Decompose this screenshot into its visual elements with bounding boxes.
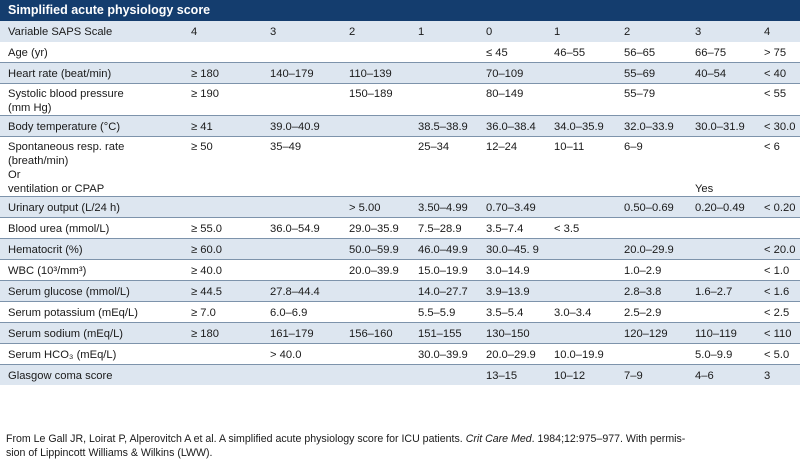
table-cell: ≥ 60.0 (183, 238, 262, 259)
table-cell: 3.5–7.4 (478, 217, 546, 238)
table-cell: 110–119 (687, 322, 756, 343)
table-cell: ≥ 180 (183, 62, 262, 83)
table-cell (341, 280, 410, 301)
table-cell: Yes (687, 136, 756, 196)
table-cell: < 5.0 (756, 343, 800, 364)
table-cell: 32.0–33.9 (616, 115, 687, 136)
table-cell: 70–109 (478, 62, 546, 83)
table-cell: 13–15 (478, 364, 546, 385)
table-cell: 7–9 (616, 364, 687, 385)
table-row (0, 196, 800, 217)
table-cell: < 40 (756, 62, 800, 83)
table-cell (410, 42, 478, 62)
table-cell: 6.0–6.9 (262, 301, 341, 322)
table-row (0, 83, 800, 115)
footnote-text: From Le Gall JR, Loirat P, Alperovitch A et al. A simplified acute physiology score for ICU patients. (6, 433, 466, 445)
table-row (0, 364, 800, 385)
table-cell: 56–65 (624, 47, 656, 59)
table-cell (341, 115, 410, 136)
table-cell: 151–155 (410, 322, 478, 343)
table-cell: 2.8–3.8 (616, 280, 687, 301)
saps-table (0, 21, 800, 385)
table-cell: 12–24 (478, 136, 546, 196)
row-label: WBC (10³/mm³) (0, 259, 183, 280)
table-cell (687, 83, 756, 115)
table-cell: < 6 (756, 136, 800, 196)
table-cell: 30.0–31.9 (687, 115, 756, 136)
table-cell (546, 238, 616, 259)
table-cell: < 0.20 (756, 196, 800, 217)
table-cell: 5.5–5.9 (410, 301, 478, 322)
table-cell: 39.0–40.9 (262, 115, 341, 136)
table-cell: 30.0–45. 9 (478, 238, 546, 259)
table-cell: ≥ 55.0 (183, 217, 262, 238)
row-label: Hematocrit (%) (0, 238, 183, 259)
table-cell: ≥ 40.0 (183, 259, 262, 280)
table-cell: 55–69 (616, 62, 687, 83)
table-cell (183, 42, 262, 62)
table-cell: < 1.6 (756, 280, 800, 301)
table-cell (341, 364, 410, 385)
header-cell: 1 (546, 21, 616, 42)
table-cell (262, 238, 341, 259)
table-cell: ≥ 41 (183, 115, 262, 136)
table-cell: 38.5–38.9 (410, 115, 478, 136)
table-cell: < 1.0 (756, 259, 800, 280)
table-cell: 3.0–3.4 (546, 301, 616, 322)
table-cell (687, 238, 756, 259)
table-cell (616, 217, 687, 238)
row-label: Body temperature (°C) (0, 115, 183, 136)
table-cell (341, 136, 410, 196)
table-cell: 150–189 (341, 83, 410, 115)
table-cell: 2.5–2.9 (616, 301, 687, 322)
table-cell (183, 196, 262, 217)
row-label: Serum glucose (mmol/L) (0, 280, 183, 301)
table-cell (262, 196, 341, 217)
table-row (0, 62, 800, 83)
table-cell: < 3.5 (546, 217, 616, 238)
table-cell: 3 (756, 364, 800, 385)
table-cell: 1.0–2.9 (616, 259, 687, 280)
footnote-journal: Crit Care Med (465, 433, 532, 445)
row-label: Age (yr) (8, 47, 48, 59)
table-cell: 36.0–54.9 (262, 217, 341, 238)
table-row (0, 217, 800, 238)
table-row (0, 322, 800, 343)
header-cell: Variable SAPS Scale (0, 21, 183, 42)
table-cell: 29.0–35.9 (341, 217, 410, 238)
table-cell (341, 343, 410, 364)
table-cell (687, 301, 756, 322)
table-cell: 0.20–0.49 (687, 196, 756, 217)
table-cell: < 20.0 (756, 238, 800, 259)
row-label: Serum sodium (mEq/L) (0, 322, 183, 343)
table-cell: < 55 (756, 83, 800, 115)
table-cell (616, 343, 687, 364)
header-cell: 2 (616, 21, 687, 42)
table-cell: 3.9–13.9 (478, 280, 546, 301)
table-row (0, 115, 800, 136)
table-cell: 130–150 (478, 322, 546, 343)
table-cell: 36.0–38.4 (478, 115, 546, 136)
table-cell (262, 364, 341, 385)
table-cell: 140–179 (262, 62, 341, 83)
table-cell: 3.50–4.99 (410, 196, 478, 217)
table-cell: 25–34 (410, 136, 478, 196)
table-cell (183, 343, 262, 364)
table-cell: ≥ 50 (183, 136, 262, 196)
row-label: Urinary output (L/24 h) (0, 196, 183, 217)
table-cell (546, 83, 616, 115)
table-cell (546, 322, 616, 343)
table-cell: 80–149 (478, 83, 546, 115)
source-footnote (6, 432, 796, 460)
footnote-text-cont: . 1984;12:975–977. With permis- (531, 433, 686, 445)
table-cell: 6–9 (616, 136, 687, 196)
table-cell (546, 62, 616, 83)
table-cell: 120–129 (616, 322, 687, 343)
table-row (0, 301, 800, 322)
table-cell (262, 83, 341, 115)
table-cell (410, 62, 478, 83)
table-cell: < 30.0 (756, 115, 800, 136)
table-cell (341, 42, 410, 62)
table-cell: 156–160 (341, 322, 410, 343)
table-cell: ≤ 45 (486, 47, 508, 59)
table-cell (687, 217, 756, 238)
row-label: Blood urea (mmol/L) (0, 217, 183, 238)
row-label: Spontaneous resp. rate (breath/min) Or ventilation or CPAP (0, 136, 183, 196)
row-label: Serum HCO₃ (mEq/L) (0, 343, 183, 364)
table-cell: 27.8–44.4 (262, 280, 341, 301)
table-cell: 1.6–2.7 (687, 280, 756, 301)
table-cell: 55–79 (616, 83, 687, 115)
header-cell: 4 (756, 21, 800, 42)
row-label: Heart rate (beat/min) (0, 62, 183, 83)
table-cell: 110–139 (341, 62, 410, 83)
row-label: Glasgow coma score (0, 364, 183, 385)
table-row (0, 238, 800, 259)
table-cell (341, 301, 410, 322)
table-cell: 46.0–49.9 (410, 238, 478, 259)
table-header-row (0, 21, 800, 42)
table-cell: 20.0–29.9 (478, 343, 546, 364)
table-cell: 20.0–29.9 (616, 238, 687, 259)
header-cell: 0 (478, 21, 546, 42)
table-title: Simplified acute physiology score (0, 0, 800, 21)
table-cell: ≥ 7.0 (183, 301, 262, 322)
table-cell: 40–54 (687, 62, 756, 83)
table-cell (546, 196, 616, 217)
table-cell: 3.0–14.9 (478, 259, 546, 280)
table-cell: 0.70–3.49 (478, 196, 546, 217)
table-cell: 14.0–27.7 (410, 280, 478, 301)
table-cell (410, 83, 478, 115)
table-cell (546, 259, 616, 280)
footnote-line2: sion of Lippincott Williams & Wilkins (LWW). (6, 447, 213, 459)
table-cell: < 110 (756, 322, 800, 343)
row-label: Systolic blood pressure (mm Hg) (0, 83, 183, 115)
table-cell (262, 42, 341, 62)
table-cell: 35–49 (262, 136, 341, 196)
header-cell: 4 (183, 21, 262, 42)
table-row (0, 42, 800, 62)
table-row (0, 280, 800, 301)
table-cell: 46–55 (554, 47, 586, 59)
table-cell: > 5.00 (341, 196, 410, 217)
table-cell: < 2.5 (756, 301, 800, 322)
table-cell (756, 217, 800, 238)
table-cell: > 75 (764, 47, 787, 59)
header-cell: 1 (410, 21, 478, 42)
table-row (0, 136, 800, 196)
table-cell: 3.5–5.4 (478, 301, 546, 322)
table-cell: 10–11 (546, 136, 616, 196)
table-cell: 20.0–39.9 (341, 259, 410, 280)
table-cell: 15.0–19.9 (410, 259, 478, 280)
header-cell: 2 (341, 21, 410, 42)
header-cell: 3 (262, 21, 341, 42)
table-row (0, 343, 800, 364)
table-cell: ≥ 190 (183, 83, 262, 115)
table-cell (410, 364, 478, 385)
table-cell: 5.0–9.9 (687, 343, 756, 364)
table-cell: 10.0–19.9 (546, 343, 616, 364)
table-cell: 50.0–59.9 (341, 238, 410, 259)
table-cell: 66–75 (695, 47, 727, 59)
table-cell: ≥ 180 (183, 322, 262, 343)
table-cell: 0.50–0.69 (616, 196, 687, 217)
table-cell: 4–6 (687, 364, 756, 385)
table-cell (546, 280, 616, 301)
row-label: Serum potassium (mEq/L) (0, 301, 183, 322)
table-cell (687, 259, 756, 280)
table-cell: ≥ 44.5 (183, 280, 262, 301)
table-cell: 34.0–35.9 (546, 115, 616, 136)
table-row (0, 259, 800, 280)
table-cell (183, 364, 262, 385)
table-cell: > 40.0 (262, 343, 341, 364)
table-cell: 10–12 (546, 364, 616, 385)
table-cell: 161–179 (262, 322, 341, 343)
table-cell: 7.5–28.9 (410, 217, 478, 238)
header-cell: 3 (687, 21, 756, 42)
table-cell: 30.0–39.9 (410, 343, 478, 364)
table-cell (262, 259, 341, 280)
